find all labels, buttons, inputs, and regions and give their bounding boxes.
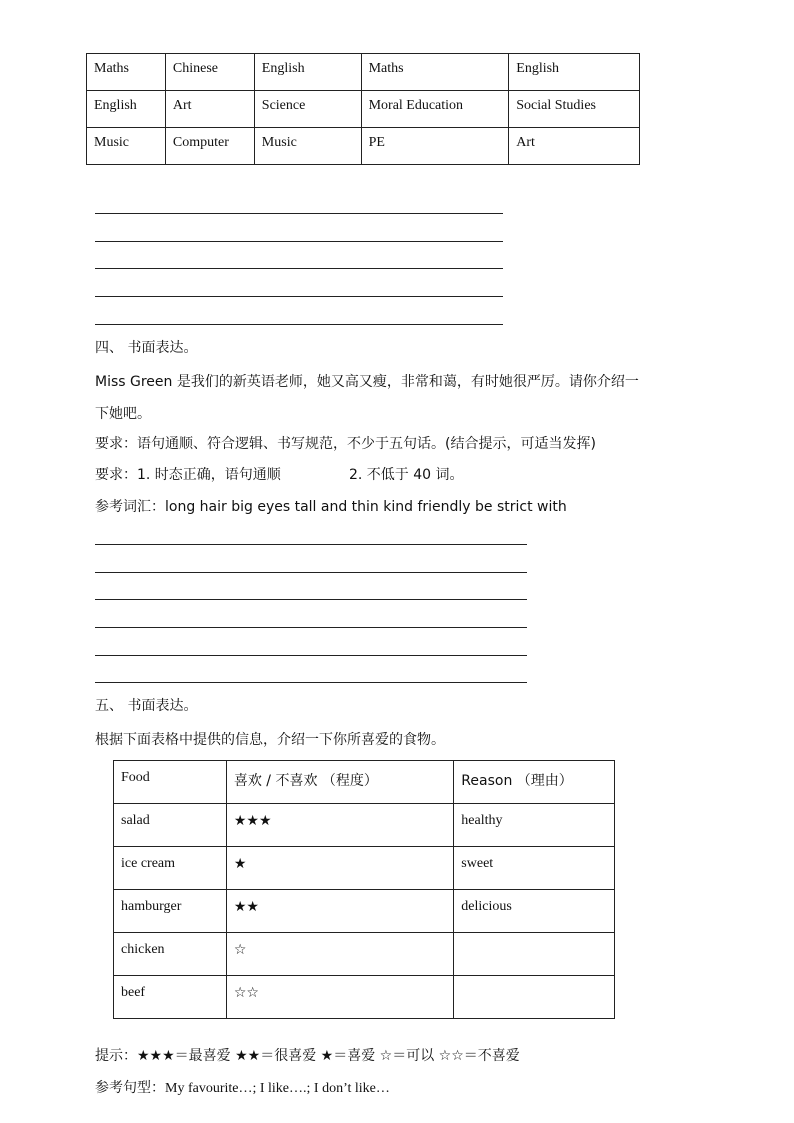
food-table [113, 760, 615, 1019]
table-cell: Music [87, 128, 166, 165]
table-row [114, 804, 615, 847]
section4-requirement-2b: 2. 不低于 40 词。 [349, 467, 464, 483]
answer-line [95, 213, 503, 214]
food-name-cell: beef [114, 976, 227, 1019]
table-cell: Maths [361, 54, 509, 91]
table-cell: Maths [87, 54, 166, 91]
section5-prompt: 根据下面表格中提供的信息，介绍一下你所喜爱的食物。 [95, 732, 445, 748]
rating-cell: ★★★ [226, 804, 453, 847]
section5-heading: 五、 书面表达。 [95, 698, 198, 714]
rating-cell: ★★ [226, 890, 453, 933]
table-cell: English [87, 91, 166, 128]
table-row [114, 847, 615, 890]
schedule-table [86, 53, 640, 165]
rating-cell: ★ [226, 847, 453, 890]
reason-cell: delicious [454, 890, 615, 933]
section4-vocabulary: 参考词汇：long hair big eyes tall and thin kind friendly be strict with [95, 499, 567, 515]
table-header-cell: 喜欢 / 不喜欢 （程度） [226, 761, 453, 804]
answer-line [95, 599, 527, 600]
food-name-cell: salad [114, 804, 227, 847]
table-cell: Social Studies [509, 91, 640, 128]
sentence-patterns: 参考句型：My favourite…; I like….; I don’t like… [95, 1081, 390, 1096]
answer-line [95, 241, 503, 242]
table-header-cell: Food [114, 761, 227, 804]
table-row [87, 128, 640, 165]
table-cell: Moral Education [361, 91, 509, 128]
section4-prompt-line1: Miss Green 是我们的新英语老师，她又高又瘦，非常和蔼，有时她很严厉。请你介绍一 [95, 374, 639, 390]
section4-heading: 四、 书面表达。 [95, 340, 198, 356]
table-cell: Art [165, 91, 254, 128]
section4-requirement-1: 要求：语句通顺、符合逻辑、书写规范，不少于五句话。(结合提示，可适当发挥) [95, 436, 596, 452]
table-row [87, 91, 640, 128]
table-cell: Computer [165, 128, 254, 165]
section4-prompt-line2: 下她吧。 [95, 406, 151, 422]
answer-line [95, 296, 503, 297]
section4-requirement-2a: 要求：1. 时态正确，语句通顺 [95, 467, 281, 483]
table-cell: Science [254, 91, 361, 128]
rating-cell: ☆☆ [226, 976, 453, 1019]
table-row [114, 933, 615, 976]
food-name-cell: chicken [114, 933, 227, 976]
reason-cell [454, 933, 615, 976]
table-header-cell: Reason （理由） [454, 761, 615, 804]
answer-line [95, 268, 503, 269]
reason-cell: sweet [454, 847, 615, 890]
table-cell: English [254, 54, 361, 91]
table-row [114, 890, 615, 933]
table-cell: Music [254, 128, 361, 165]
answer-line [95, 544, 527, 545]
answer-line [95, 627, 527, 628]
food-name-cell: hamburger [114, 890, 227, 933]
rating-cell: ☆ [226, 933, 453, 976]
answer-line [95, 655, 527, 656]
table-cell: Art [509, 128, 640, 165]
table-header-row [114, 761, 615, 804]
table-cell: Chinese [165, 54, 254, 91]
food-name-cell: ice cream [114, 847, 227, 890]
table-cell: English [509, 54, 640, 91]
rating-hint: 提示：★★★＝最喜爱 ★★＝很喜爱 ★＝喜爱 ☆＝可以 ☆☆＝不喜爱 [95, 1048, 520, 1064]
answer-line [95, 682, 527, 683]
reason-cell [454, 976, 615, 1019]
reason-cell: healthy [454, 804, 615, 847]
table-row [87, 54, 640, 91]
table-row [114, 976, 615, 1019]
answer-line [95, 324, 503, 325]
table-cell: PE [361, 128, 509, 165]
answer-line [95, 572, 527, 573]
